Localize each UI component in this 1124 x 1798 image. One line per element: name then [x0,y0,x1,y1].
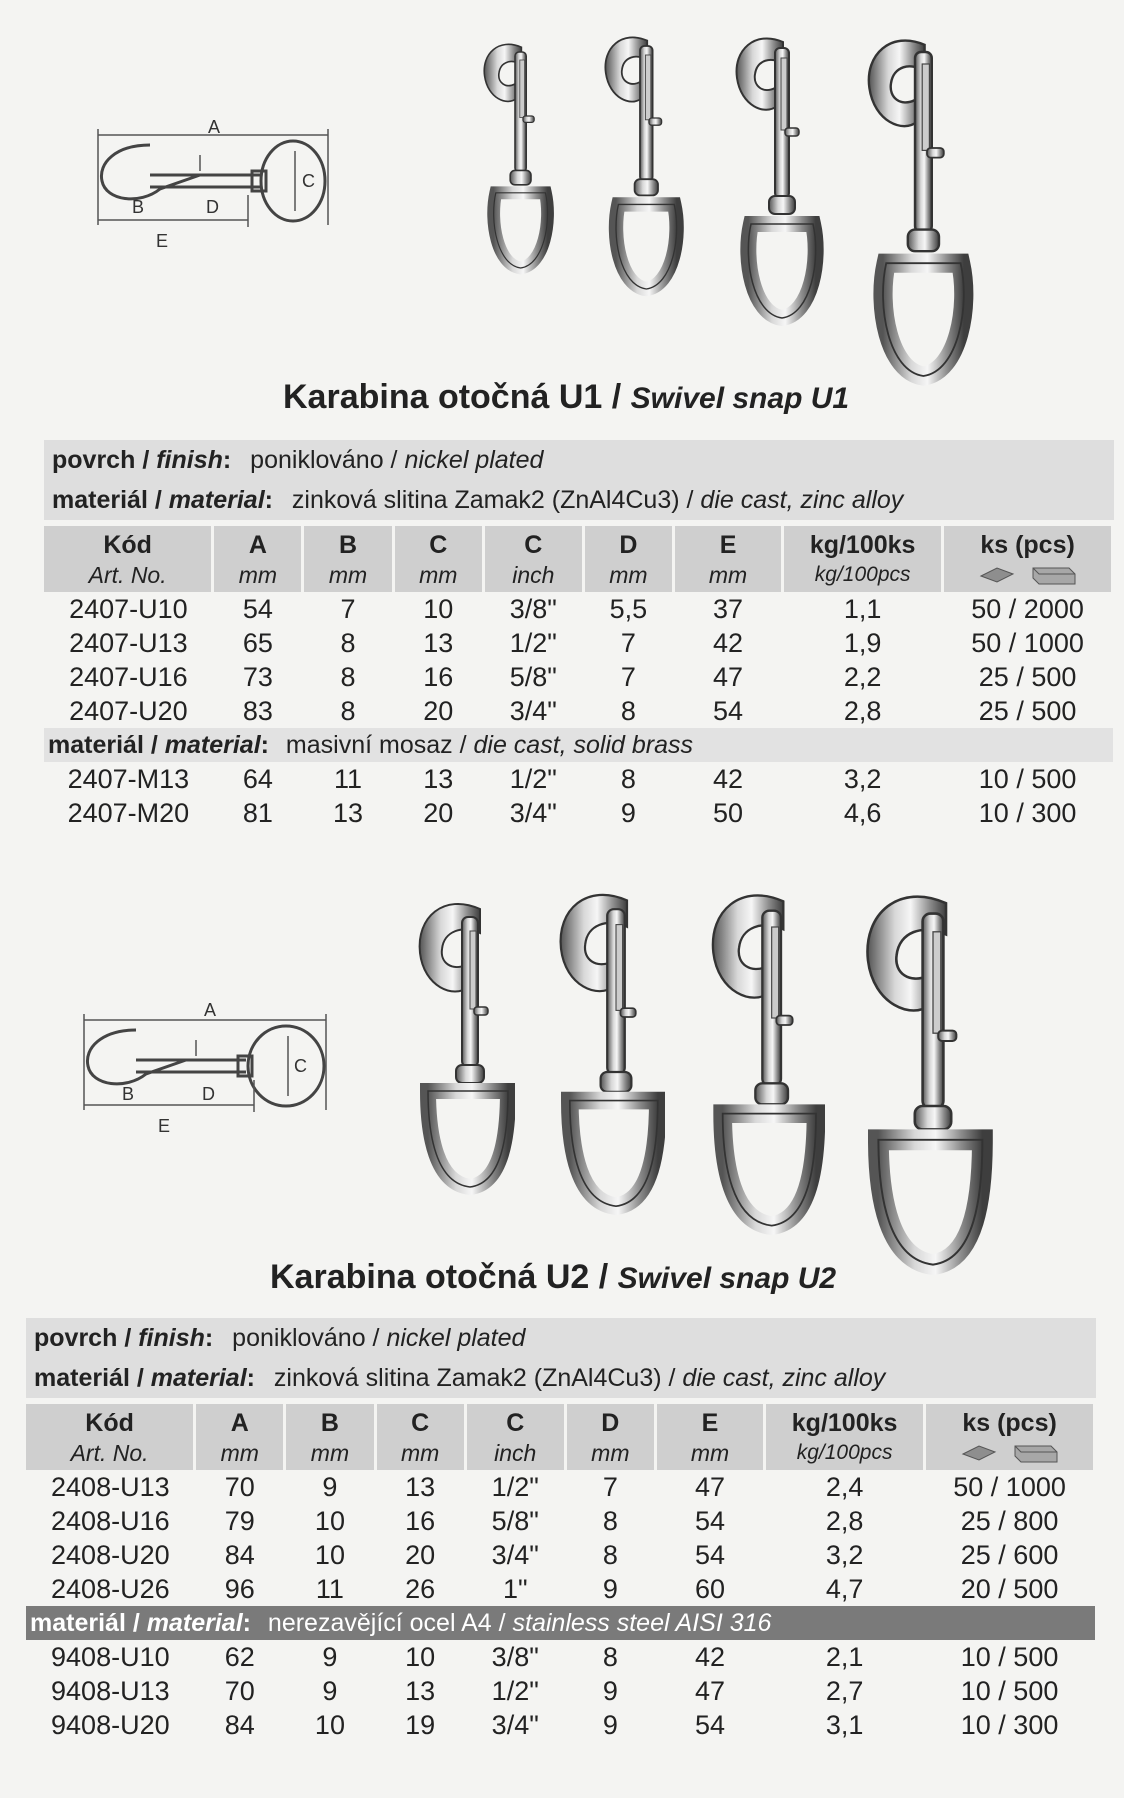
table-cell: 50 / 2000 [971,594,1084,624]
table-cell: 2,8 [843,696,882,726]
table-row [44,694,1113,728]
column-header-label: C [506,1409,525,1437]
column-header [393,526,483,592]
finish-label-en: finish [138,1324,205,1352]
table-cell: 84 [224,1710,255,1740]
diagram-label-c: C [294,1056,307,1076]
table-cell: 4,6 [843,798,882,828]
table-cell: 2,4 [825,1472,864,1502]
table-cell: 64 [242,764,273,794]
table-cell: 3,1 [825,1710,864,1740]
table-cell: 8 [340,696,356,726]
table-cell: 65 [242,628,273,658]
table-cell: 96 [224,1574,255,1604]
section-title [270,1258,836,1297]
material-value-en: die cast, zinc alloy [682,1364,886,1392]
table-row [44,592,1113,626]
column-header [583,526,673,592]
column-header-unit: inch [512,562,555,588]
spec-box [44,440,1114,520]
table-cell: 25 / 600 [960,1540,1059,1570]
table-cell: 10 / 500 [960,1642,1059,1672]
snap-photo-large [720,28,830,328]
title-cz: Karabina otočná U2 [270,1258,590,1296]
table-cell: 73 [242,662,273,692]
table-cell: 8 [602,1506,618,1536]
column-header [565,1404,655,1470]
table-row [26,1538,1095,1572]
package-icons [944,560,1111,586]
table-cell: 2,2 [843,662,882,692]
table-cell: 42 [694,1642,726,1672]
table-cell: 9 [322,1472,338,1502]
table-row [26,1470,1095,1504]
column-header-label: C [411,1409,430,1437]
column-header [213,526,303,592]
column-header-label: B [320,1409,339,1437]
table-cell: 2,8 [825,1506,864,1536]
diagram-label-b: B [132,197,145,217]
table-cell: 10 [314,1540,345,1570]
column-header-unit: mm [609,562,648,588]
table-cell: 11 [334,764,363,794]
material-label-en: material [168,486,265,514]
table-header-row [44,526,1113,592]
material-cell: materiál / material: nerezavějící ocel A4 / stainless steel AISI 316 [26,1606,1095,1640]
box-icon [973,560,1083,586]
snap-photo-large [695,885,825,1235]
article-number-cell: 9408-U13 [51,1676,170,1706]
column-header-label: Kód [103,531,152,559]
table-cell: 9 [322,1642,338,1672]
table-cell: 1" [502,1574,528,1604]
column-header [943,526,1113,592]
column-header-label: E [719,531,737,559]
table-cell: 8 [340,628,356,658]
table-cell: 50 / 1000 [953,1472,1066,1502]
column-header-label: A [248,531,267,559]
column-header-label: Kód [85,1409,134,1437]
column-header-unit: Art. No. [88,562,167,588]
table-cell: 50 [713,798,744,828]
title-en: Swivel snap U2 [617,1262,837,1295]
material-line: materiál / material: zinková slitina Zamak2 (ZnAl4Cu3) / die cast, zinc alloy [52,486,904,514]
column-header [285,1404,375,1470]
material-label-en: material [146,1609,243,1637]
table-cell: 8 [620,696,636,726]
column-header [195,1404,285,1470]
table-cell: 60 [694,1574,726,1604]
table-cell: 70 [224,1676,255,1706]
finish-line: povrch / finish: poniklováno / nickel plated [52,446,544,474]
table-cell: 47 [694,1472,726,1502]
product-section-u2 [0,870,1124,1798]
finish-value-en: nickel plated [404,446,544,474]
finish-label-cz: povrch [34,1324,118,1352]
table-cell: 47 [713,662,744,692]
spec-table [26,1404,1096,1742]
snap-photo-small [405,895,515,1195]
article-number-cell: 2407-M13 [67,764,190,794]
table-cell: 3/4" [509,798,557,828]
column-header-unit: mm [220,1440,259,1466]
column-header-unit: mm [591,1440,630,1466]
table-row [26,1640,1095,1674]
article-number-cell: 2408-U26 [51,1574,170,1604]
column-header-unit: mm [328,562,368,588]
table-cell: 25 / 500 [978,696,1077,726]
diagram-label-c: C [302,171,315,191]
finish-value-cz: poniklováno [232,1324,366,1352]
table-row [26,1504,1095,1538]
table-cell: 10 / 500 [978,764,1077,794]
table-cell: 25 / 500 [978,662,1077,692]
table-cell: 81 [242,798,273,828]
material-value-cz: zinková slitina Zamak2 (ZnAl4Cu3) [273,1364,662,1392]
column-header-unit: mm [708,562,748,588]
finish-value-cz: poniklováno [250,446,384,474]
table-cell: 16 [405,1506,436,1536]
material-row [44,728,1113,762]
table-cell: 3/8" [491,1642,539,1672]
table-row [26,1708,1095,1742]
table-row [44,660,1113,694]
column-header [925,1404,1095,1470]
table-cell: 4,7 [825,1574,864,1604]
column-header [483,526,583,592]
diagram-label-d: D [202,1084,215,1104]
table-cell: 50 / 1000 [971,628,1084,658]
column-header-label: ks (pcs) [962,1409,1057,1437]
column-header-label: B [339,531,358,559]
table-cell: 19 [405,1710,436,1740]
table-cell: 3/8" [509,594,557,624]
article-number-cell: 2407-U10 [69,594,188,624]
table-cell: 13 [405,1472,436,1502]
box-icon [955,1438,1065,1464]
section-title [283,378,849,417]
column-header-unit: mm [400,1440,440,1466]
table-cell: 8 [602,1642,618,1672]
column-header [26,1404,195,1470]
column-header [674,526,783,592]
table-header-row [26,1404,1095,1470]
table-cell: 9 [322,1676,338,1706]
table-cell: 11 [315,1574,344,1604]
article-number-cell: 2407-U16 [69,662,188,692]
table-cell: 16 [423,662,454,692]
column-header-label: ks (pcs) [980,531,1075,559]
finish-label-en: finish [156,446,223,474]
column-header-unit: mm [310,1440,350,1466]
column-header [783,526,943,592]
table-cell: 10 / 300 [978,798,1077,828]
finish-line: povrch / finish: poniklováno / nickel plated [34,1324,526,1352]
table-cell: 54 [694,1540,726,1570]
package-icons [926,1438,1093,1464]
column-header-unit: mm [690,1440,730,1466]
article-number-cell: 2407-M20 [67,798,190,828]
table-cell: 3,2 [825,1540,864,1570]
material-label-cz: materiál [34,1364,130,1392]
table-cell: 1/2" [509,628,557,658]
title-separator: / [602,378,631,416]
table-cell: 54 [694,1506,726,1536]
column-header-label: D [601,1409,620,1437]
column-header-label: D [619,531,638,559]
column-header-unit: kg/100pcs [814,563,911,586]
table-cell: 7 [620,628,636,658]
column-header-unit: mm [419,562,458,588]
material-value-cz: masivní mosaz [285,731,453,759]
table-cell: 1,1 [843,594,882,624]
table-cell: 7 [340,594,356,624]
dimension-diagram [76,1000,376,1150]
product-photos [470,28,990,388]
article-number-cell: 2408-U16 [51,1506,170,1536]
column-header [465,1404,565,1470]
table-cell: 2,1 [825,1642,864,1672]
dimension-diagram [90,115,390,265]
table-row [44,796,1113,830]
table-cell: 3/4" [491,1710,539,1740]
product-section-u1 [0,0,1124,860]
table-cell: 5/8" [491,1506,539,1536]
table-cell: 13 [423,764,454,794]
table-cell: 70 [224,1472,255,1502]
snap-photo-xlarge [850,28,980,388]
article-number-cell: 2408-U13 [51,1472,170,1502]
table-cell: 54 [713,696,744,726]
table-cell: 3,2 [843,764,882,794]
table-cell: 47 [694,1676,726,1706]
finish-label-cz: povrch [52,446,136,474]
column-header-label: E [701,1409,719,1437]
table-cell: 9 [602,1710,618,1740]
material-label-cz: materiál [52,486,148,514]
table-cell: 84 [224,1540,255,1570]
table-cell: 13 [405,1676,436,1706]
column-header [655,1404,764,1470]
material-row [26,1606,1095,1640]
table-cell: 37 [713,594,744,624]
spec-table [44,526,1114,830]
snap-photo-small [470,36,560,276]
column-header [375,1404,465,1470]
table-cell: 10 [314,1506,345,1536]
table-cell: 1/2" [509,764,557,794]
column-header-label: kg/100ks [809,531,916,559]
table-cell: 10 [423,594,454,624]
table-cell: 5/8" [509,662,557,692]
table-cell: 25 / 800 [960,1506,1059,1536]
column-header-label: kg/100ks [791,1409,898,1437]
material-value-en: die cast, solid brass [473,731,694,759]
table-cell: 54 [242,594,273,624]
table-cell: 2,7 [825,1676,864,1706]
table-cell: 10 [314,1710,345,1740]
table-cell: 26 [405,1574,436,1604]
table-cell: 42 [713,628,744,658]
material-label-en: material [164,731,261,759]
material-cell: materiál / material: masivní mosaz / die cast, solid brass [44,728,1113,762]
material-value-cz: zinková slitina Zamak2 (ZnAl4Cu3) [291,486,680,514]
article-number-cell: 9408-U20 [51,1710,170,1740]
diagram-label-a: A [204,1000,217,1020]
table-cell: 9 [602,1676,618,1706]
table-row [44,626,1113,660]
table-cell: 8 [602,1540,618,1570]
material-value-cz: nerezavějící ocel A4 [267,1609,492,1637]
column-header-unit: Art. No. [70,1440,149,1466]
article-number-cell: 2408-U20 [51,1540,170,1570]
table-cell: 79 [224,1506,255,1536]
table-cell: 20 / 500 [960,1574,1059,1604]
table-cell: 1/2" [491,1472,539,1502]
material-label-en: material [150,1364,247,1392]
table-cell: 62 [224,1642,255,1672]
table-cell: 10 [405,1642,436,1672]
table-row [44,762,1113,796]
table-cell: 10 / 500 [960,1676,1059,1706]
table-cell: 5,5 [609,594,648,624]
table-cell: 1,9 [843,628,882,658]
title-separator: / [589,1258,618,1296]
finish-value-en: nickel plated [386,1324,526,1352]
column-header [44,526,213,592]
title-cz: Karabina otočná U1 [283,378,603,416]
table-cell: 54 [694,1710,726,1740]
diagram-label-a: A [208,117,221,137]
table-cell: 13 [333,798,364,828]
material-label-cz: materiál [30,1609,126,1637]
table-row [26,1572,1095,1606]
column-header-label: C [524,531,543,559]
table-cell: 42 [713,764,744,794]
table-cell: 13 [423,628,454,658]
diagram-label-d: D [206,197,219,217]
table-cell: 7 [602,1472,618,1502]
table-cell: 9 [620,798,636,828]
table-cell: 20 [423,798,454,828]
table-cell: 10 / 300 [960,1710,1059,1740]
table-cell: 7 [620,662,636,692]
column-header-unit: kg/100pcs [796,1441,893,1464]
snap-photo-xlarge [845,885,995,1275]
column-header-label: A [230,1409,249,1437]
table-cell: 8 [620,764,636,794]
column-header [765,1404,925,1470]
diagram-label-b: B [122,1084,135,1104]
title-en: Swivel snap U1 [630,382,850,415]
table-cell: 9 [602,1574,618,1604]
material-line: materiál / material: zinková slitina Zamak2 (ZnAl4Cu3) / die cast, zinc alloy [34,1364,886,1392]
column-header-unit: inch [494,1440,537,1466]
table-cell: 20 [423,696,454,726]
table-cell: 83 [242,696,273,726]
article-number-cell: 9408-U10 [51,1642,170,1672]
material-value-en: stainless steel AISI 316 [512,1609,772,1637]
diagram-label-e: E [156,231,169,251]
column-header-label: C [429,531,448,559]
product-photos [405,885,995,1275]
column-header [303,526,393,592]
table-cell: 3/4" [509,696,557,726]
article-number-cell: 2407-U13 [69,628,188,658]
snap-photo-medium [545,885,665,1215]
table-cell: 8 [340,662,356,692]
table-cell: 1/2" [491,1676,539,1706]
material-label-cz: materiál [48,731,144,759]
diagram-label-e: E [158,1116,171,1136]
table-cell: 20 [405,1540,436,1570]
column-header-unit: mm [238,562,278,588]
table-row [26,1674,1095,1708]
article-number-cell: 2407-U20 [69,696,188,726]
material-value-en: die cast, zinc alloy [700,486,904,514]
table-cell: 3/4" [491,1540,539,1570]
snap-photo-medium [590,28,690,298]
spec-box [26,1318,1096,1398]
